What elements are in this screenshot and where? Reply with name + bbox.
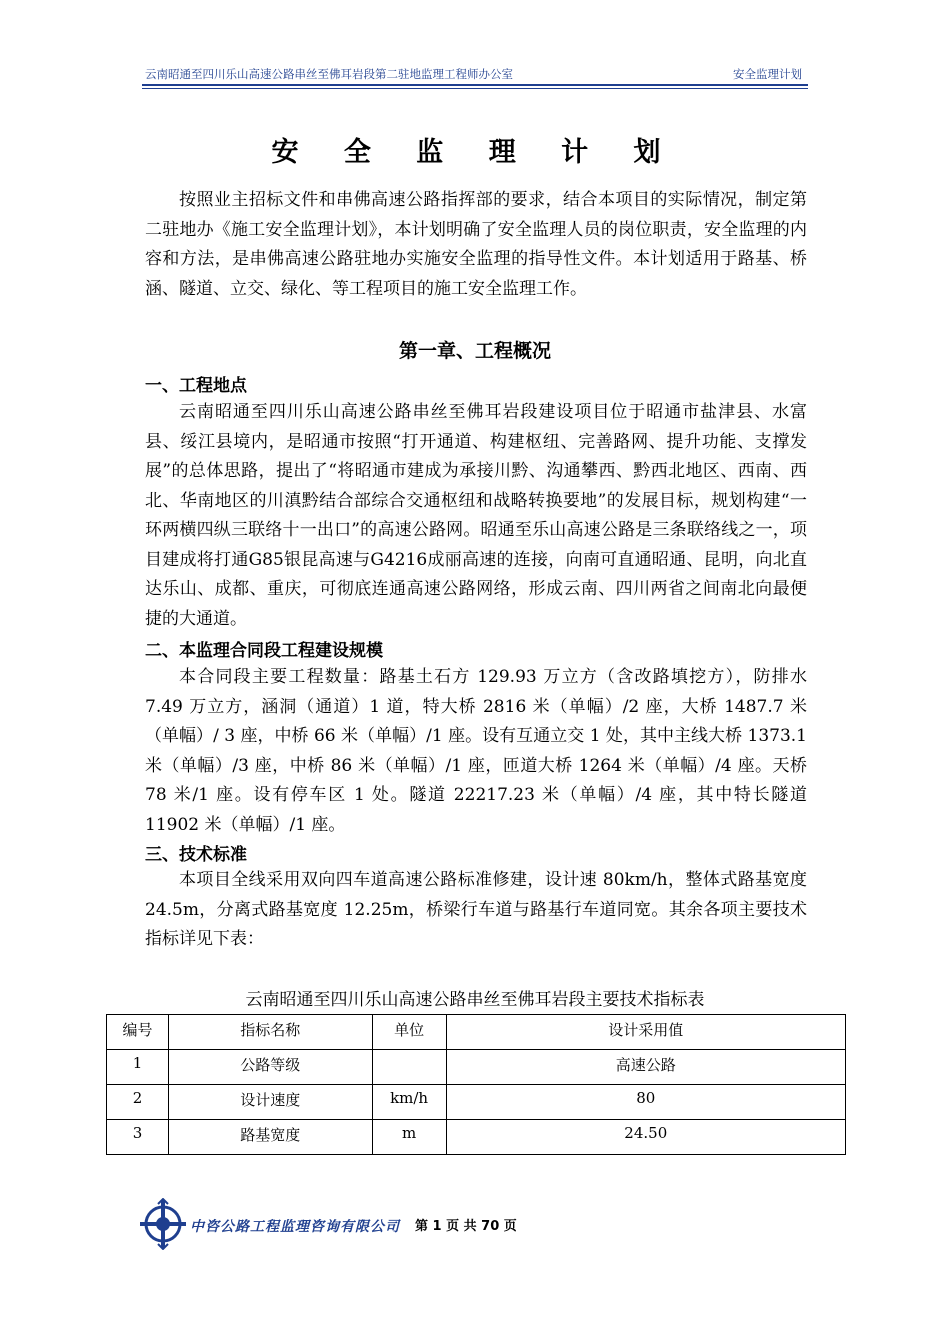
page-header bbox=[145, 64, 808, 84]
header-doc-title: 安全监理计划 bbox=[733, 67, 802, 81]
cell-name: 路基宽度 bbox=[168, 1120, 372, 1155]
cell-value: 24.50 bbox=[446, 1120, 845, 1155]
cell-no: 2 bbox=[107, 1085, 169, 1120]
section-heading-standards: 三、技术标准 bbox=[145, 845, 247, 865]
col-header-name: 指标名称 bbox=[168, 1015, 372, 1050]
col-header-value: 设计采用值 bbox=[446, 1015, 845, 1050]
table-caption: 云南昭通至四川乐山高速公路串丝至佛耳岩段主要技术指标表 bbox=[245, 990, 705, 1010]
table-header-row bbox=[107, 1015, 846, 1050]
section-body-standards: 本项目全线采用双向四车道高速公路标准修建，设计速 80km/h，整体式路基宽度 24.5m，分离式路基宽度 12.25m，桥梁行车道与路基行车道同宽。其余各项主要技术指标详见下表： bbox=[145, 870, 807, 949]
page-footer bbox=[140, 1198, 840, 1258]
intro-paragraph: 按照业主招标文件和串佛高速公路指挥部的要求，结合本项目的实际情况，制定第二驻地办《施工安全监理计划》，本计划明确了安全监理人员的岗位职责，安全监理的内容和方法，是串佛高速公路驻地办实施安全监理的指导性文件。本计划适用于路基、桥涵、隧道、立交、绿化、等工程项目的施工安全监理工作。 bbox=[145, 190, 807, 299]
page-number: 第 1 页 共 70 页 bbox=[415, 1219, 517, 1234]
cell-name: 公路等级 bbox=[168, 1050, 372, 1085]
table-row bbox=[107, 1050, 846, 1085]
table-row bbox=[107, 1120, 846, 1155]
section-body-scale: 本合同段主要工程数量：路基土石方 129.93 万立方（含改路填挖方），防排水 7.49 万立方，涵洞（通道）1 道，特大桥 2816 米（单幅）/2 座，大桥 1487.7 米（单幅）/ 3 座，中桥 66 米（单幅）/1 座。设有互通立交 1 处，其中主线大桥 1373.1 米（单幅）/3 座，中桥 86 米（单幅）/1 座，匝道大桥 1264 米（单幅）/4 座。天桥 78 米/1 座。设有停车区 1 处。隧道 22217.23 米（单幅）/4 座，其中特长隧道 11902 米（单幅）/1 座。 bbox=[145, 667, 807, 835]
cell-unit: km/h bbox=[372, 1085, 446, 1120]
cell-value: 高速公路 bbox=[446, 1050, 845, 1085]
header-rule bbox=[142, 84, 808, 86]
section-heading-scale: 二、本监理合同段工程建设规模 bbox=[145, 641, 383, 661]
table-row bbox=[107, 1085, 846, 1120]
spec-table bbox=[106, 1014, 846, 1155]
section-heading-location: 一、工程地点 bbox=[145, 376, 247, 396]
cell-unit: m bbox=[372, 1120, 446, 1155]
chapter-heading: 第一章、工程概况 bbox=[398, 340, 551, 362]
cell-no: 3 bbox=[107, 1120, 169, 1155]
col-header-no: 编号 bbox=[107, 1015, 169, 1050]
section-body-location: 云南昭通至四川乐山高速公路串丝至佛耳岩段建设项目位于昭通市盐津县、水富县、绥江县境内，是昭通市按照“打开通道、构建枢纽、完善路网、提升功能、支撑发展”的总体思路，提出了“将昭通市建成为承接川黔、沟通攀西、黔西北地区、西南、西北、华南地区的川滇黔结合部综合交通枢纽和战略转换要地”的发展目标，规划构建“一环两横四纵三联络十一出口”的高速公路网。昭通至乐山高速公路是三条联络线之一，项目建成将打通G85银昆高速与G4216成丽高速的连接，向南可直通昭通、昆明，向北直达乐山、成都、重庆，可彻底连通高速公路网络，形成云南、四川两省之间南北向最便捷的大通道。 bbox=[145, 402, 807, 629]
header-office: 云南昭通至四川乐山高速公路串丝至佛耳岩段第二驻地监理工程师办公室 bbox=[145, 67, 513, 81]
cell-no: 1 bbox=[107, 1050, 169, 1085]
header-rule-thin bbox=[142, 88, 808, 89]
cell-value: 80 bbox=[446, 1085, 845, 1120]
company-logo-icon bbox=[140, 1198, 186, 1250]
document-title: 安 全 监 理 计 划 bbox=[271, 137, 679, 168]
col-header-unit: 单位 bbox=[372, 1015, 446, 1050]
cell-unit bbox=[372, 1050, 446, 1085]
footer-company: 中咨公路工程监理咨询有限公司 bbox=[190, 1219, 400, 1235]
cell-name: 设计速度 bbox=[168, 1085, 372, 1120]
